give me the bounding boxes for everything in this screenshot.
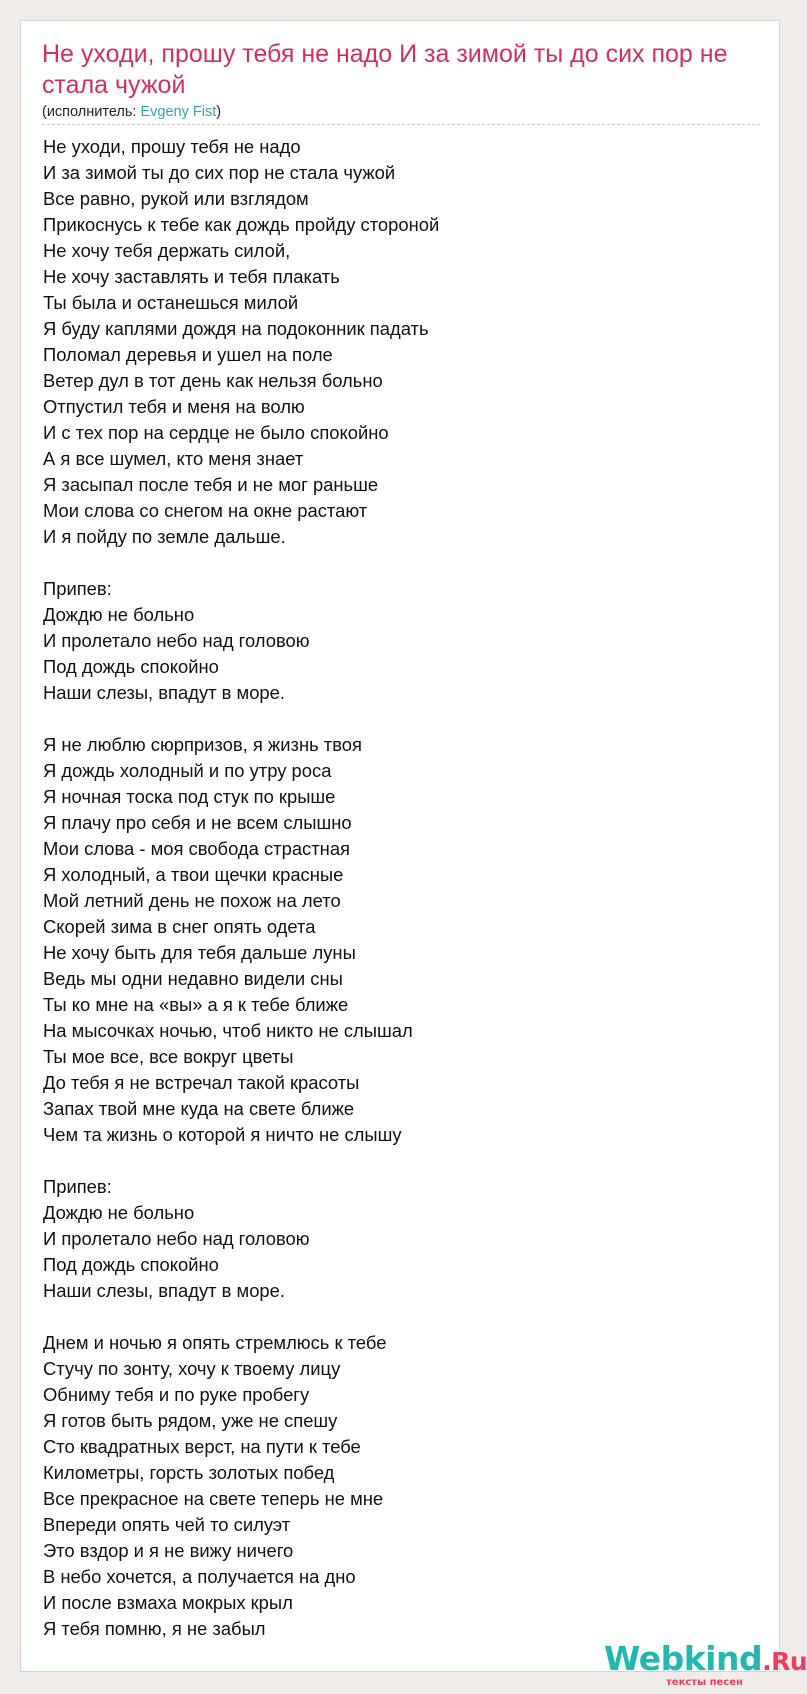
lyric-line: Под дождь спокойно bbox=[43, 1254, 219, 1275]
lyric-line: Обниму тебя и по руке пробегу bbox=[43, 1384, 310, 1405]
lyric-line: Сто квадратных верст, на пути к тебе bbox=[43, 1436, 361, 1457]
lyric-line: Наши слезы, впадут в море. bbox=[43, 1280, 285, 1301]
lyric-line: Скорей зима в снег опять одета bbox=[43, 916, 316, 937]
lyric-line: Припев: bbox=[43, 578, 112, 599]
stanza-break bbox=[43, 550, 763, 576]
lyric-line: Я дождь холодный и по утру роса bbox=[43, 760, 332, 781]
artist-prefix: (исполнитель: bbox=[42, 104, 141, 120]
lyric-line: И я пойду по земле дальше. bbox=[43, 526, 286, 547]
lyric-line: Не хочу заставлять и тебя плакать bbox=[43, 266, 340, 287]
artist-line bbox=[42, 103, 221, 121]
lyric-line: Я тебя помню, я не забыл bbox=[43, 1618, 266, 1639]
lyric-line: На мысочках ночью, чтоб никто не слышал bbox=[43, 1020, 413, 1041]
lyric-line: Ты была и останешься милой bbox=[43, 292, 299, 313]
lyric-line: Днем и ночью я опять стремлюсь к тебе bbox=[43, 1332, 387, 1353]
lyric-line: Ты мое все, все вокруг цветы bbox=[43, 1046, 294, 1067]
lyric-line: Дождю не больно bbox=[43, 604, 195, 625]
lyric-line: Впереди опять чей то силуэт bbox=[43, 1514, 291, 1535]
lyric-line: Я холодный, а твои щечки красные bbox=[43, 864, 344, 885]
song-title: Не уходи, прошу тебя не надо И за зимой ты до сих пор не стала чужой bbox=[42, 40, 728, 99]
lyric-line: В небо хочется, а получается на дно bbox=[43, 1566, 356, 1587]
lyric-line: И с тех пор на сердце не было спокойно bbox=[43, 422, 389, 443]
logo-tld: .Ru bbox=[762, 1647, 807, 1676]
stanza-break bbox=[43, 1148, 763, 1174]
lyric-line: Километры, горсть золотых побед bbox=[43, 1462, 335, 1483]
lyric-line: Прикоснусь к тебе как дождь пройду стороной bbox=[43, 214, 440, 235]
lyric-line: Мои слова - моя свобода страстная bbox=[43, 838, 351, 859]
lyric-line: Не хочу тебя держать силой, bbox=[43, 240, 291, 261]
title-divider bbox=[42, 124, 760, 125]
lyric-line: Мой летний день не похож на лето bbox=[43, 890, 341, 911]
lyric-line: Не уходи, прошу тебя не надо bbox=[43, 136, 301, 157]
lyric-line: А я все шумел, кто меня знает bbox=[43, 448, 304, 469]
lyric-line: Я плачу про себя и не всем слышно bbox=[43, 812, 352, 833]
lyric-line: И после взмаха мокрых крыл bbox=[43, 1592, 293, 1613]
logo-brand: Webkind bbox=[604, 1639, 763, 1678]
lyric-line: Припев: bbox=[43, 1176, 112, 1197]
lyric-line: И за зимой ты до сих пор не стала чужой bbox=[43, 162, 396, 183]
artist-link[interactable]: Evgeny Fist bbox=[140, 104, 217, 120]
lyric-line: Под дождь спокойно bbox=[43, 656, 219, 677]
lyric-line: Я буду каплями дождя на подоконник падать bbox=[43, 318, 429, 339]
lyric-line: Ты ко мне на «вы» а я к тебе ближе bbox=[43, 994, 349, 1015]
lyric-line: Я засыпал после тебя и не мог раньше bbox=[43, 474, 379, 495]
lyric-line: Все равно, рукой или взглядом bbox=[43, 188, 309, 209]
lyric-line: Чем та жизнь о которой я ничто не слышу bbox=[43, 1124, 402, 1145]
logo-wordmark bbox=[604, 1640, 807, 1681]
lyric-line: Все прекрасное на свете теперь не мне bbox=[43, 1488, 384, 1509]
lyric-line: Мои слова со снегом на окне растают bbox=[43, 500, 368, 521]
lyric-line: И пролетало небо над головою bbox=[43, 1228, 310, 1249]
lyric-line: Дождю не больно bbox=[43, 1202, 195, 1223]
webkind-logo bbox=[604, 1639, 807, 1690]
stanza-break bbox=[43, 706, 763, 732]
lyric-line: Ветер дул в тот день как нельзя больно bbox=[43, 370, 383, 391]
lyric-line: Я ночная тоска под стук по крыше bbox=[43, 786, 336, 807]
lyric-line: Ведь мы одни недавно видели сны bbox=[43, 968, 343, 989]
lyric-line: До тебя я не встречал такой красоты bbox=[43, 1072, 360, 1093]
lyrics-text bbox=[43, 134, 763, 1642]
lyric-line: Я готов быть рядом, уже не спешу bbox=[43, 1410, 338, 1431]
lyric-line: Это вздор и я не вижу ничего bbox=[43, 1540, 294, 1561]
lyric-line: Не хочу быть для тебя дальше луны bbox=[43, 942, 356, 963]
stanza-break bbox=[43, 1304, 763, 1330]
lyric-line: Я не люблю сюрпризов, я жизнь твоя bbox=[43, 734, 362, 755]
lyric-line: Поломал деревья и ушел на поле bbox=[43, 344, 333, 365]
lyrics-card bbox=[20, 20, 807, 1688]
logo-tagline: тексты песен bbox=[666, 1677, 743, 1688]
lyric-line: И пролетало небо над головою bbox=[43, 630, 310, 651]
artist-suffix: ) bbox=[216, 104, 222, 120]
lyric-line: Стучу по зонту, хочу к твоему лицу bbox=[43, 1358, 341, 1379]
lyric-line: Наши слезы, впадут в море. bbox=[43, 682, 285, 703]
lyric-line: Запах твой мне куда на свете ближе bbox=[43, 1098, 355, 1119]
lyric-line: Отпустил тебя и меня на волю bbox=[43, 396, 305, 417]
